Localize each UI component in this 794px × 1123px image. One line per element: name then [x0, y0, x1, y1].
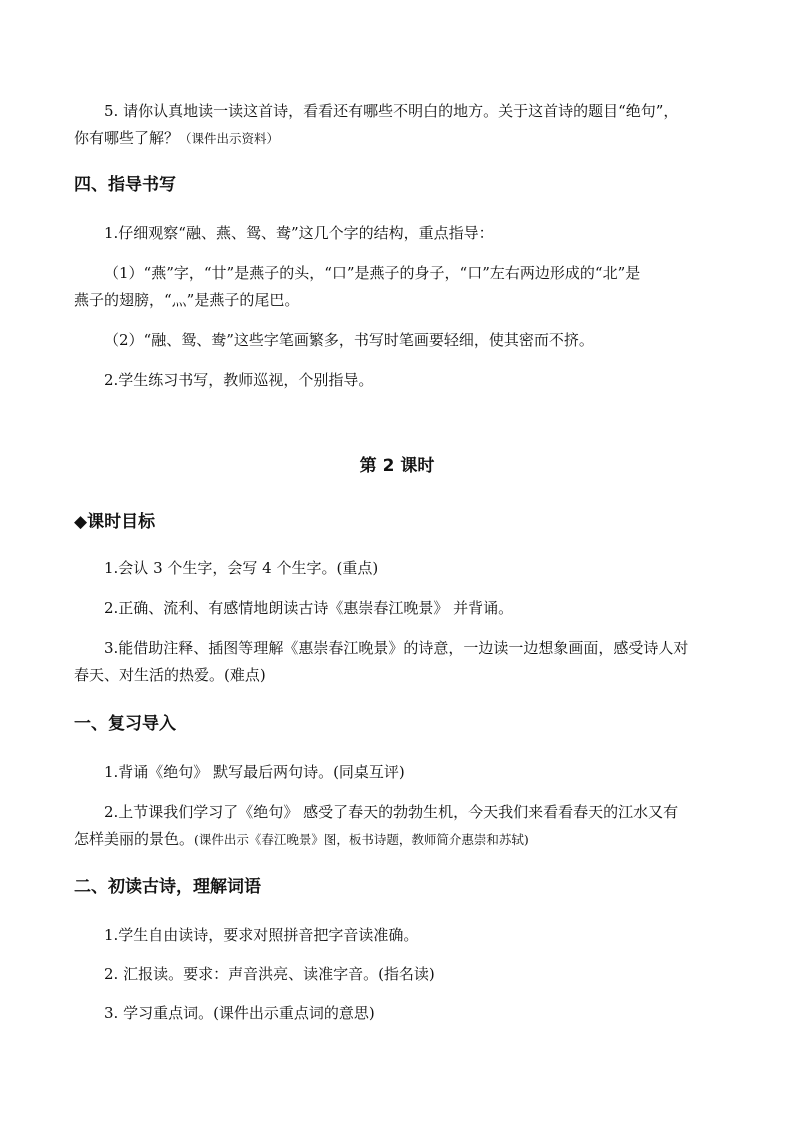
read-item1: 1.学生自由读诗，要求对照拼音把字音读准确。 — [104, 926, 419, 944]
review-item1: 1.背诵《绝句》 默写最后两句诗。(同桌互评) — [104, 763, 405, 781]
read-item2: 2. 汇报读。要求：声音洪亮、读准字音。(指名读) — [104, 965, 435, 983]
item5-line2-text: 你有哪些了解？ — [74, 129, 180, 147]
section4-sub2: （2）“融、鸳、鸯”这些字笔画繁多，书写时笔画要轻细，使其密而不挤。 — [104, 331, 594, 349]
review-item2-line2-note: (课件出示《春江晚景》图，板书诗题，教师简介惠崇和苏轼) — [194, 832, 529, 847]
review-item2-line2-text: 怎样美丽的景色。 — [74, 830, 195, 848]
goal-1: 1.会认 3 个生字，会写 4 个生字。(重点) — [104, 559, 379, 577]
lesson2-title: 第 2 课时 — [359, 456, 435, 476]
section4-heading: 四、指导书写 — [74, 175, 176, 195]
review-item2-line2 — [74, 829, 529, 850]
item5-line2-note: （课件出示资料） — [179, 131, 280, 146]
item5-line1: 5. 请你认真地读一读这首诗，看看还有哪些不明白的地方。关于这首诗的题目“绝句”， — [104, 102, 679, 120]
goal-3-line2: 春天、对生活的热爱。(难点) — [74, 666, 266, 684]
goal-3-line1: 3.能借助注释、插图等理解《惠崇春江晚景》的诗意，一边读一边想象画面，感受诗人对 — [104, 639, 689, 657]
section4-item2: 2.学生练习书写，教师巡视，个别指导。 — [104, 371, 374, 389]
section4-item1: 1.仔细观察“融、燕、鸳、鸯”这几个字的结构，重点指导： — [104, 224, 494, 242]
review-heading: 一、复习导入 — [74, 714, 176, 734]
review-item2-line1: 2.上节课我们学习了《绝句》 感受了春天的勃勃生机，今天我们来看看春天的江水又有 — [104, 803, 679, 821]
goals-heading: ◆课时目标 — [74, 512, 156, 532]
read-heading: 二、初读古诗，理解词语 — [74, 877, 261, 897]
goal-2: 2.正确、流利、有感情地朗读古诗《惠崇春江晚景》 并背诵。 — [104, 599, 514, 617]
section4-sub1-line2: 燕子的翅膀，“灬”是燕子的尾巴。 — [74, 291, 300, 309]
item5-line2 — [74, 128, 279, 149]
read-item3: 3. 学习重点词。(课件出示重点词的意思) — [104, 1004, 375, 1022]
section4-sub1-line1: （1）“燕”字，“廿”是燕子的头，“口”是燕子的身子，“口”左右两边形成的“北”是 — [104, 264, 641, 282]
